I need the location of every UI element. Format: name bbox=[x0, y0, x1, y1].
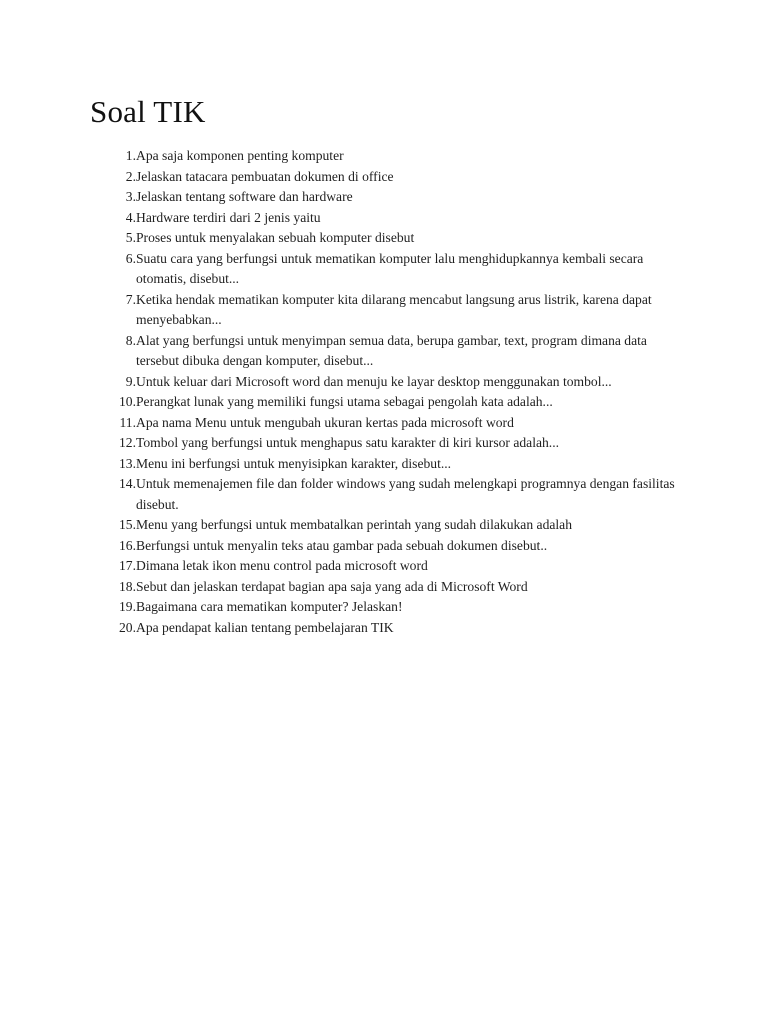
question-item-4 bbox=[90, 208, 690, 229]
question-number bbox=[90, 413, 136, 434]
question-number bbox=[90, 474, 136, 495]
question-item-16 bbox=[90, 536, 690, 557]
question-number-label: 12. bbox=[119, 435, 136, 450]
question-number-label: 17. bbox=[119, 558, 136, 573]
question-number bbox=[90, 146, 136, 167]
question-text: Apa pendapat kalian tentang pembelajaran TIK bbox=[136, 619, 394, 635]
question-text: Sebut dan jelaskan terdapat bagian apa saja yang ada di Microsoft Word bbox=[136, 578, 528, 594]
question-number bbox=[90, 228, 136, 249]
question-item-14 bbox=[90, 474, 690, 515]
question-text: Menu ini berfungsi untuk menyisipkan karakter, disebut... bbox=[136, 455, 452, 471]
question-item-20 bbox=[90, 618, 690, 639]
question-number-label: 14. bbox=[119, 476, 136, 491]
question-item-15 bbox=[90, 515, 690, 536]
question-number bbox=[90, 290, 136, 311]
question-number-label: 18. bbox=[119, 578, 136, 594]
question-text: Alat yang berfungsi untuk menyimpan semua data, berupa gambar, text, program dimana data tersebut dibuka dengan komputer, disebut... bbox=[136, 332, 647, 368]
question-number bbox=[90, 618, 136, 639]
question-number-label: 19. bbox=[119, 599, 136, 614]
question-text: Bagaimana cara mematikan komputer? Jelaskan! bbox=[136, 599, 403, 614]
document-title: Soal TIK bbox=[90, 94, 206, 129]
question-number bbox=[90, 372, 136, 393]
question-list bbox=[90, 146, 690, 638]
question-number-label: 1. bbox=[125, 148, 136, 163]
question-number-label: 8. bbox=[125, 332, 136, 348]
question-number-label: 9. bbox=[125, 373, 136, 389]
question-text: Apa nama Menu untuk mengubah ukuran kertas pada microsoft word bbox=[136, 414, 514, 430]
question-number-label: 15. bbox=[119, 517, 136, 532]
question-item-7 bbox=[90, 290, 690, 331]
question-item-13 bbox=[90, 454, 690, 475]
question-number bbox=[90, 187, 136, 208]
question-number-label: 20. bbox=[119, 619, 136, 635]
question-item-6 bbox=[90, 249, 690, 290]
question-number bbox=[90, 208, 136, 229]
question-text: Hardware terdiri dari 2 jenis yaitu bbox=[136, 209, 321, 225]
question-item-17 bbox=[90, 556, 690, 577]
question-text: Proses untuk menyalakan sebuah komputer disebut bbox=[136, 230, 415, 245]
question-text: Menu yang berfungsi untuk membatalkan perintah yang sudah dilakukan adalah bbox=[136, 517, 573, 532]
question-number bbox=[90, 556, 136, 577]
question-number bbox=[90, 433, 136, 454]
question-text: Dimana letak ikon menu control pada microsoft word bbox=[136, 558, 428, 573]
question-number bbox=[90, 454, 136, 475]
question-item-10 bbox=[90, 392, 690, 413]
question-text: Apa saja komponen penting komputer bbox=[136, 148, 344, 163]
question-text: Suatu cara yang berfungsi untuk mematikan komputer lalu menghidupkannya kembali secara otomatis, disebut... bbox=[136, 250, 644, 286]
question-number-label: 11. bbox=[119, 414, 136, 430]
question-item-12 bbox=[90, 433, 690, 454]
question-text: Jelaskan tentang software dan hardware bbox=[136, 189, 353, 204]
question-item-8 bbox=[90, 331, 690, 372]
question-number bbox=[90, 392, 136, 413]
question-text: Tombol yang berfungsi untuk menghapus satu karakter di kiri kursor adalah... bbox=[136, 435, 559, 450]
question-item-3 bbox=[90, 187, 690, 208]
question-number-label: 4. bbox=[125, 209, 136, 225]
question-number-label: 3. bbox=[125, 189, 136, 204]
question-number bbox=[90, 249, 136, 270]
question-number bbox=[90, 331, 136, 352]
question-number-label: 5. bbox=[125, 230, 136, 245]
question-text: Jelaskan tatacara pembuatan dokumen di office bbox=[136, 168, 394, 184]
question-number-label: 10. bbox=[119, 394, 136, 409]
question-item-2 bbox=[90, 167, 690, 188]
question-text: Berfungsi untuk menyalin teks atau gambar pada sebuah dokumen disebut.. bbox=[136, 537, 548, 553]
question-number bbox=[90, 515, 136, 536]
question-text: Untuk keluar dari Microsoft word dan menuju ke layar desktop menggunakan tombol... bbox=[136, 373, 612, 389]
question-text: Perangkat lunak yang memiliki fungsi utama sebagai pengolah kata adalah... bbox=[136, 394, 553, 409]
question-number-label: 6. bbox=[125, 250, 136, 266]
question-number-label: 16. bbox=[119, 537, 136, 553]
question-item-5 bbox=[90, 228, 690, 249]
question-number bbox=[90, 536, 136, 557]
question-item-18 bbox=[90, 577, 690, 598]
question-text: Ketika hendak mematikan komputer kita dilarang mencabut langsung arus listrik, karena dapat menyebabkan... bbox=[136, 291, 652, 327]
question-number bbox=[90, 597, 136, 618]
question-number-label: 2. bbox=[125, 168, 136, 184]
question-number bbox=[90, 577, 136, 598]
question-text: Untuk memenajemen file dan folder windows yang sudah melengkapi programnya dengan fasilitas disebut. bbox=[136, 476, 675, 512]
question-number-label: 13. bbox=[119, 455, 136, 471]
question-item-19 bbox=[90, 597, 690, 618]
question-item-11 bbox=[90, 413, 690, 434]
question-number-label: 7. bbox=[125, 291, 136, 307]
question-item-9 bbox=[90, 372, 690, 393]
question-number bbox=[90, 167, 136, 188]
question-item-1 bbox=[90, 146, 690, 167]
